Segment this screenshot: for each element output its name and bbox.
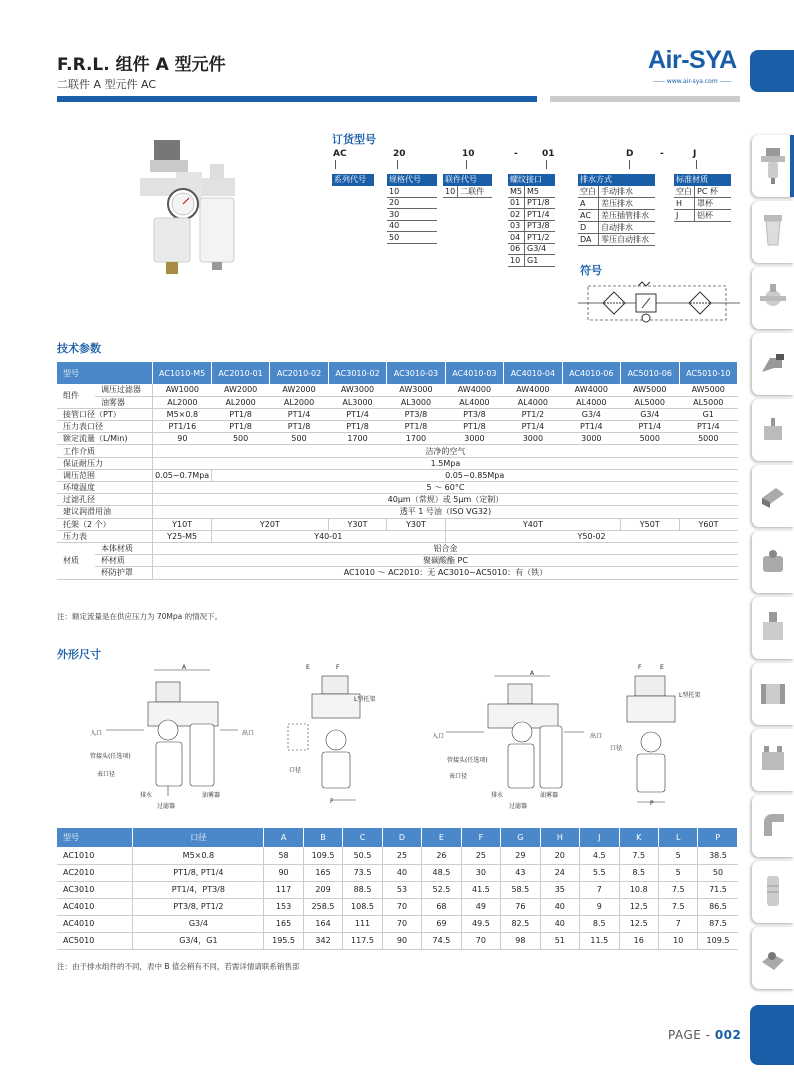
- code-tick: [546, 160, 547, 169]
- dim-label: A: [530, 670, 535, 677]
- side-view-drawing-2: [615, 662, 715, 810]
- port-code-table: 螺纹接口 M5 M5 01 PT1/8 02 PT1/4 03 PT3/8 04 PT1/2 06 G3/4 10 G1: [508, 174, 555, 267]
- series-code-table: 系列代号: [332, 174, 374, 186]
- table-row: AC4010 PT3/8, PT1/2 153 258.5 108.5 70 68 49 76 40 9 12.5 7.5 86.5: [57, 898, 738, 915]
- code-dash: -: [660, 149, 664, 159]
- filter-label: 过滤器: [157, 803, 176, 810]
- pneumatic-symbol: [578, 280, 740, 324]
- code-combo: 10: [462, 149, 475, 159]
- code-tick: [335, 160, 336, 169]
- code-dash: -: [514, 149, 518, 159]
- filter-label: 过滤器: [509, 803, 528, 810]
- gauge-port-label: 表口径: [449, 773, 468, 780]
- header-bar: [57, 96, 537, 102]
- side-nav-sensor-icon[interactable]: [752, 399, 794, 461]
- dim-label: A: [182, 664, 187, 671]
- inlet-label: 入口: [90, 730, 103, 737]
- code-tick: [466, 160, 467, 169]
- dim-label: P: [330, 798, 334, 805]
- table-row: AC2010 PT1/8, PT1/4 90 165 73.5 40 48.5 30 43 24 5.5 8.5 5 50: [57, 864, 738, 881]
- spec-note: 注：额定流量是在供应压力为 70Mpa 的情况下。: [57, 612, 223, 621]
- side-nav-elbow-icon[interactable]: [752, 795, 794, 857]
- header-bar-light: [550, 96, 740, 102]
- brand-url: —— www.air-sya.com ——: [653, 78, 732, 85]
- dim-label: F: [638, 664, 642, 671]
- outlet-label: 出口: [242, 730, 255, 737]
- code-drain: D: [626, 149, 634, 159]
- gauge-port-label: 表口径: [97, 771, 116, 778]
- dim-label: P: [650, 800, 654, 807]
- lubricator-label: 油雾器: [540, 792, 559, 799]
- side-nav-valve-icon[interactable]: [752, 267, 794, 329]
- product-photo: [140, 132, 250, 282]
- side-nav-silencer-icon[interactable]: [752, 861, 794, 923]
- table-row: AC3010 PT1/4，PT3/8 117 209 88.5 53 52.5 41.5 58.5 35 7 10.8 7.5 71.5: [57, 881, 738, 898]
- front-view-drawing-1: [88, 662, 268, 810]
- code-port: 01: [542, 149, 555, 159]
- spec-table: 型号 AC1010-M5 AC2010-01 AC2010-02 AC3010-02 AC3010-03 AC4010-03 AC4010-04 AC4010-06 AC5010-06 AC5010-10 组件 调压过滤器 AW1000 AW2000 AW2000 AW3000 AW3000 AW4000 AW4000 AW4000 AW5000 AW5000 油雾器 AL2000 AL2000 AL2000 AL3000 AL3000 AL4000 AL4000 AL4000 AL5000 AL5000 接管口径（PT） M5×0.8 PT1/8 PT1/4 PT1/4 PT3/8 PT3/8 PT1/2 G3/4 G3/4 G1 压力表口径 PT1/16 PT1/8 PT1/8 PT1/8 PT1/8 PT1/8 PT1/4 PT1/4 PT1/4 PT1/4 额定流量（L/Min) 90 500 500 1700 1700 3000 3000 3000 5000 5000 工作介质 洁净的空气 保证耐压力 1.5Mpa 调压范围 0.05~0.7Mpa 0.05~0.85Mpa 环境温度 5 ～ 60°C 过滤孔径 40μm（常规）或 5μm（定制） 建议润滑用油 透平 1 号油（ISO VG32) 托架（2 个） Y10T Y20T Y30T Y30T Y40T Y50T Y60T 压力表 Y25-M5 Y40-01 Y50-02 材质 本体材质 铝合金 杯材质 聚碳酸酯 PC 杯防护罩 AC1010 ～ AC2010：无 AC3010~AC5010：有（铁）: [57, 362, 738, 580]
- drain-label: 排水: [140, 792, 153, 799]
- code-tick: [629, 160, 630, 169]
- side-nav-cylinder-icon[interactable]: [752, 663, 794, 725]
- side-nav-module-icon[interactable]: [752, 729, 794, 791]
- code-size: 20: [393, 149, 406, 159]
- footer-tab[interactable]: [750, 1005, 794, 1065]
- code-series: AC: [333, 149, 347, 159]
- side-nav-gauge-icon[interactable]: [752, 927, 794, 989]
- table-row: AC4010 G3/4 165 164 111 70 69 49.5 82.5 40 8.5 12.5 7 87.5: [57, 915, 738, 932]
- side-nav-lubricator-icon[interactable]: [752, 597, 794, 659]
- side-nav-solenoid-icon[interactable]: [752, 531, 794, 593]
- fitting-label: 管接头(任选项): [90, 753, 131, 760]
- brand-logo: Air-SYA: [648, 46, 737, 74]
- chapter-tab[interactable]: [750, 50, 794, 92]
- dim-label: E: [660, 664, 664, 671]
- symbol-title: 符号: [580, 264, 602, 277]
- page-subtitle: 二联件 A 型元件 AC: [57, 78, 157, 91]
- dim-label: E: [306, 664, 310, 671]
- bowl-code-table: 标准材质 空白 PC 杯 H 罩杯 J 铝杯: [674, 174, 731, 222]
- bracket-label: L型托架: [679, 692, 701, 699]
- dim-label: F: [336, 664, 340, 671]
- port-label: 口径: [610, 745, 623, 752]
- inlet-label: 入口: [432, 733, 445, 740]
- table-row: AC1010 M5×0.8 58 109.5 50.5 25 26 25 29 20 4.5 7.5 5 38.5: [57, 847, 738, 864]
- bracket-label: L型托架: [354, 696, 376, 703]
- drain-code-table: 排水方式 空白 手动排水 A 差压排水 AC 差压插管排水 D 自动排水 DA 零压自动排水: [578, 174, 655, 246]
- outlet-label: 出口: [590, 733, 603, 740]
- port-label: 口径: [289, 767, 302, 774]
- front-view-drawing-2: [428, 668, 608, 810]
- code-bowl: J: [693, 149, 697, 159]
- side-view-drawing-1: [282, 662, 382, 810]
- side-nav-regulator-icon[interactable]: [752, 465, 794, 527]
- order-section-title: 订货型号: [332, 133, 376, 146]
- dimension-table: 型号 口径 A B C D E F G H J K L P AC1010 M5×0.8 58 109.5 50.5 25 26 25 29 20 4.5 7.5 5 38.5 AC2010 PT1/8, PT1/4 90 165 73.5 40 48.5 30 43 24 5.5 8.5 5 50 AC3010 PT1/4，PT3/8 117 209 88.5 53 52.5 41.5 58.5 35 7 10.8 7.5 71.5 AC4010 PT3/8, PT1/2 153 258.5 108.5 70 68 49 76 40 9 12.5 7.5 86.5 AC4010 G3/4 165 164 111 70 69 49.5 82.5 40 8.5 12.5 7 87.5 AC5010 G3/4，G1 195.5 342 117.5 90 74.5 70 98 51 11.5 16 10 109.5: [57, 828, 738, 950]
- size-code-table: 规格代号 10 20 30 40 50: [387, 174, 437, 244]
- table-row: AC5010 G3/4，G1 195.5 342 117.5 90 74.5 70 98 51 11.5 16 10 109.5: [57, 932, 738, 949]
- code-tick: [397, 160, 398, 169]
- side-nav-frl-icon[interactable]: [752, 135, 794, 197]
- code-tick: [696, 160, 697, 169]
- lubricator-label: 油雾器: [202, 792, 221, 799]
- dims-note: 注：由于排水组件的不同，表中 B 值会稍有不同，若需详情请联系销售部: [57, 962, 300, 971]
- dims-section-title: 外形尺寸: [57, 648, 101, 661]
- spec-section-title: 技术参数: [57, 342, 101, 355]
- side-nav-fitting-icon[interactable]: [752, 333, 794, 395]
- combo-code-table: 联件代号 10 二联件: [443, 174, 492, 198]
- side-nav-filter-icon[interactable]: [752, 201, 794, 263]
- fitting-label: 管接头(任选项): [447, 757, 488, 764]
- page-number: PAGE - 002: [668, 1028, 742, 1042]
- drain-label: 排水: [491, 792, 504, 799]
- page-title: F.R.L. 组件 A 型元件: [57, 55, 226, 75]
